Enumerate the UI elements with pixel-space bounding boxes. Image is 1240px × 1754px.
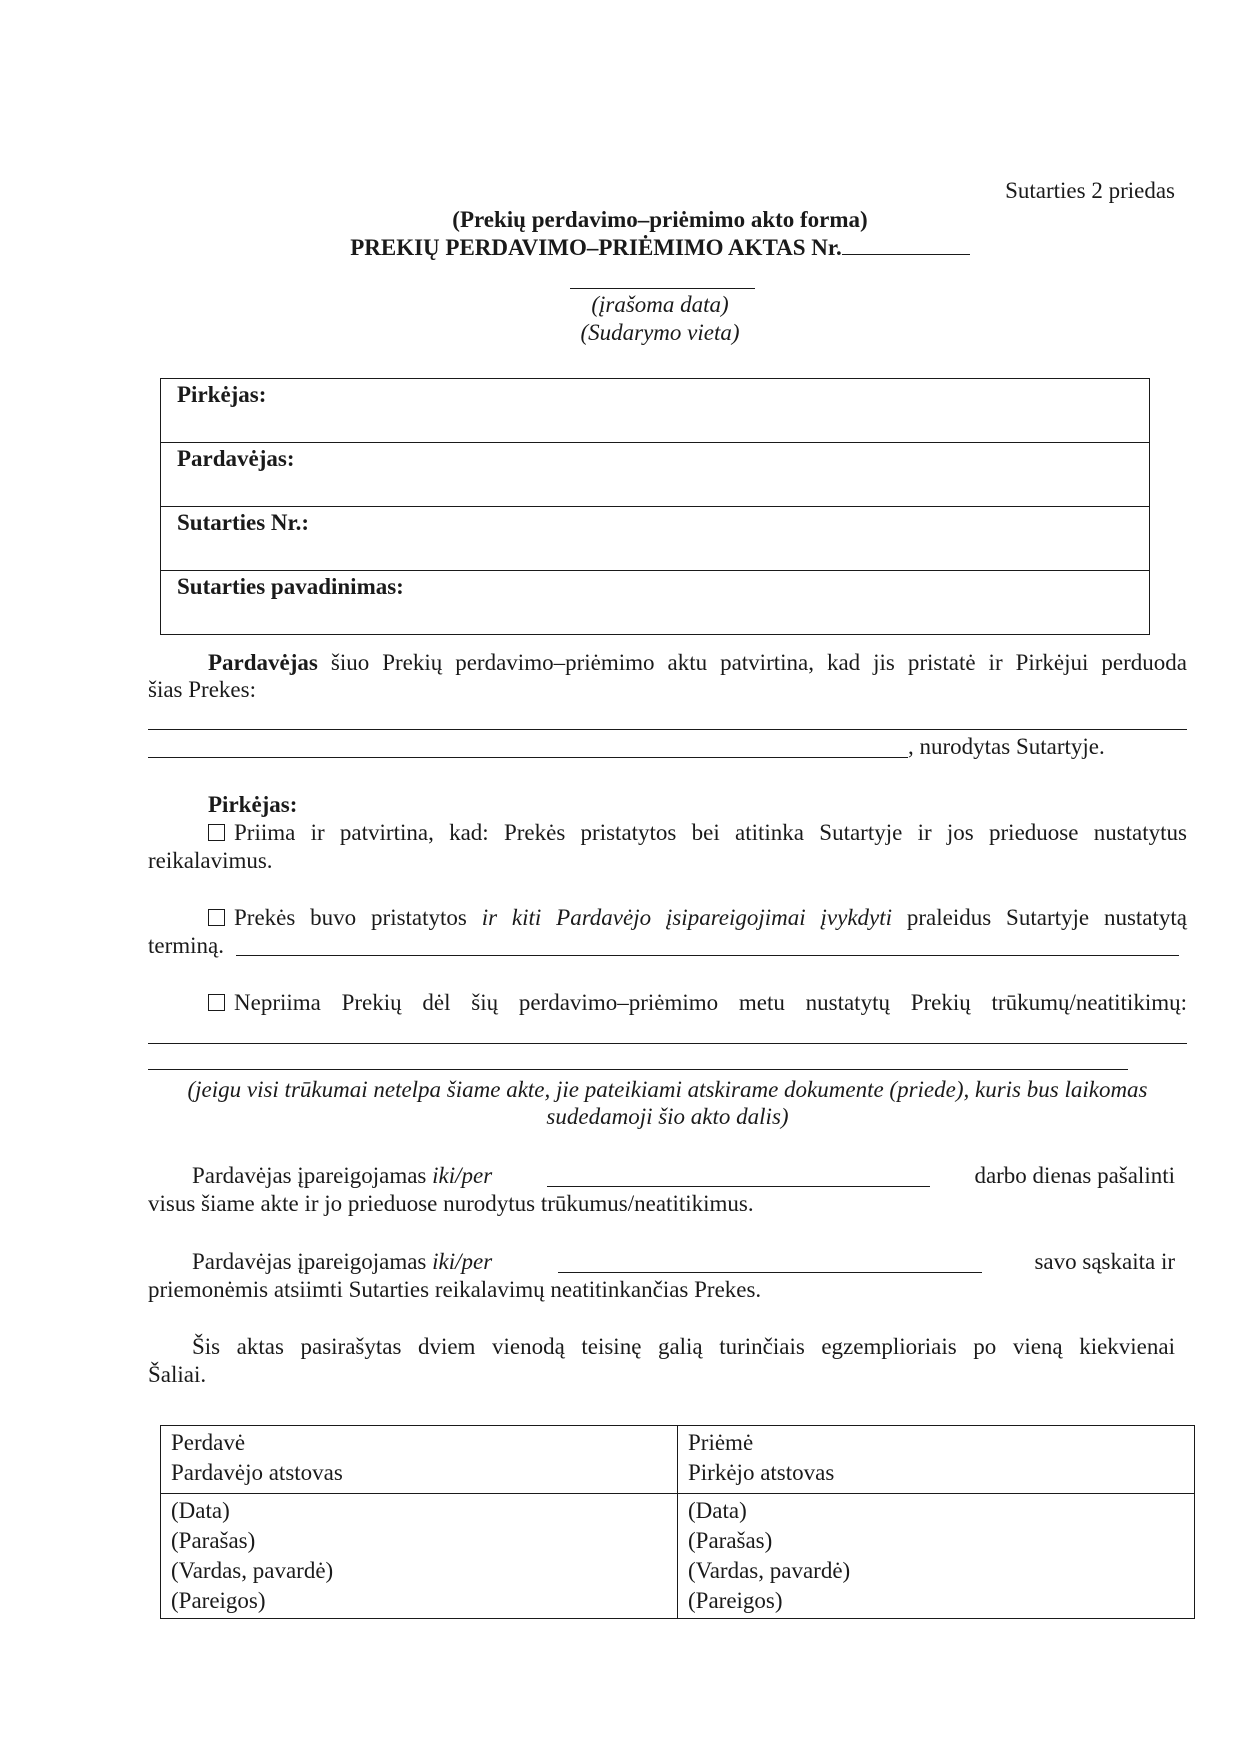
seller-statement-line1: [148, 650, 1187, 676]
option2-italic: ir kiti Pardavėjo įsipareigojimai įvykdyti: [481, 905, 893, 930]
buyer-cell[interactable]: Pirkėjas:: [161, 379, 1150, 443]
table-row: [161, 571, 1150, 635]
obligation2-days-field[interactable]: [558, 1272, 982, 1273]
obligation2-italic: iki/per: [432, 1249, 493, 1274]
transferred-header-cell: [161, 1426, 678, 1494]
closing-line1: Šis aktas pasirašytas dviem vienodą teisinę galią turinčiais egzemplioriais po vieną kiekvienai: [192, 1334, 1175, 1359]
seller-statement-line2: šias Prekes:: [148, 677, 256, 702]
place-hint: (Sudarymo vieta): [580, 320, 740, 345]
seller-position-label: (Pareigos): [171, 1588, 266, 1613]
date-hint: (įrašoma data): [591, 292, 729, 317]
transferred-label: Perdavė: [171, 1430, 246, 1455]
obligation2-line1: [192, 1249, 492, 1275]
buyer-position-label: (Pareigos): [688, 1588, 783, 1613]
defects-line-1[interactable]: [148, 1043, 1187, 1044]
defects-note-line2: sudedamoji šio akto dalis): [546, 1104, 789, 1129]
defects-line-2[interactable]: [148, 1069, 1128, 1070]
option3-text: Nepriima Prekių dėl šių perdavimo–priėmimo metu nustatytų Prekių trūkumų/neatitikimų:: [234, 990, 1187, 1015]
contract-name-cell[interactable]: Sutarties pavadinimas:: [161, 571, 1150, 635]
signature-table: [160, 1425, 1195, 1619]
option1-line2: reikalavimus.: [148, 848, 273, 873]
act-number-field[interactable]: [842, 254, 970, 255]
reject-checkbox[interactable]: [208, 994, 225, 1011]
defects-note-line1: (jeigu visi trūkumai netelpa šiame akte, jie pateikiami atskirame dokumente (priede), kuris bus laikomas: [187, 1077, 1148, 1102]
buyer-signature-cell[interactable]: [678, 1494, 1195, 1619]
late-delivery-checkbox[interactable]: [208, 909, 225, 926]
option2-text-a: Prekės buvo pristatytos: [234, 905, 482, 930]
buyer-representative-label: Pirkėjo atstovas: [688, 1460, 835, 1485]
table-row: [161, 379, 1150, 443]
seller-statement-text: šiuo Prekių perdavimo–priėmimo aktu patvirtina, kad jis pristatė ir Pirkėjui perduoda: [317, 650, 1187, 675]
table-row: [161, 1494, 1195, 1619]
parties-table: [160, 378, 1150, 635]
annex-label: Sutarties 2 priedas: [1005, 178, 1175, 203]
obligation1-days-field[interactable]: [547, 1186, 930, 1187]
seller-signature-label: (Parašas): [171, 1528, 256, 1553]
received-header-cell: [678, 1426, 1195, 1494]
table-row: [161, 507, 1150, 571]
goods-line-1[interactable]: [148, 729, 1187, 730]
received-label: Priėmė: [688, 1430, 754, 1455]
obligation1-line1: [192, 1163, 492, 1189]
buyer-signature-label: (Parašas): [688, 1528, 773, 1553]
goods-suffix: , nurodytas Sutartyje.: [908, 734, 1105, 759]
form-subtitle: (Prekių perdavimo–priėmimo akto forma): [452, 207, 868, 232]
obligation1-line2: visus šiame akte ir jo prieduose nurodytus trūkumus/neatitikimus.: [148, 1191, 754, 1216]
option3-line1: [148, 990, 1187, 1016]
obligation1-start: Pardavėjas įpareigojamas: [192, 1163, 433, 1188]
seller-representative-label: Pardavėjo atstovas: [171, 1460, 343, 1485]
term-field[interactable]: [236, 955, 1179, 956]
obligation1-italic: iki/per: [432, 1163, 493, 1188]
closing-line2: Šaliai.: [148, 1362, 207, 1387]
contract-number-cell[interactable]: Sutarties Nr.:: [161, 507, 1150, 571]
table-row: [161, 1426, 1195, 1494]
table-row: [161, 443, 1150, 507]
seller-date-label: (Data): [171, 1498, 230, 1523]
goods-line-2[interactable]: [148, 757, 908, 758]
option2-text-b: praleidus Sutartyje nustatytą: [892, 905, 1187, 930]
obligation2-line2: priemonėmis atsiimti Sutarties reikalavimų neatitinkančias Prekes.: [148, 1277, 762, 1302]
buyer-heading: Pirkėjas:: [208, 792, 298, 817]
accept-checkbox[interactable]: [208, 824, 225, 841]
buyer-name-label: (Vardas, pavardė): [688, 1558, 851, 1583]
title-text: PREKIŲ PERDAVIMO–PRIĖMIMO AKTAS Nr.: [350, 235, 842, 260]
obligation1-end: darbo dienas pašalinti: [974, 1163, 1175, 1188]
option1-line1: [148, 820, 1187, 846]
document-title: [0, 235, 1240, 261]
seller-cell[interactable]: Pardavėjas:: [161, 443, 1150, 507]
date-field[interactable]: [570, 288, 755, 289]
option2-line1: [148, 905, 1187, 931]
option1-text: Priima ir patvirtina, kad: Prekės pristatytos bei atitinka Sutartyje ir jos prieduose nustatytus: [234, 820, 1187, 845]
option2-line2: terminą.: [148, 933, 224, 958]
obligation2-end: savo sąskaita ir: [1034, 1249, 1175, 1274]
seller-label: Pardavėjas: [208, 650, 318, 675]
buyer-date-label: (Data): [688, 1498, 747, 1523]
seller-signature-cell[interactable]: [161, 1494, 678, 1619]
obligation2-start: Pardavėjas įpareigojamas: [192, 1249, 433, 1274]
seller-name-label: (Vardas, pavardė): [171, 1558, 334, 1583]
